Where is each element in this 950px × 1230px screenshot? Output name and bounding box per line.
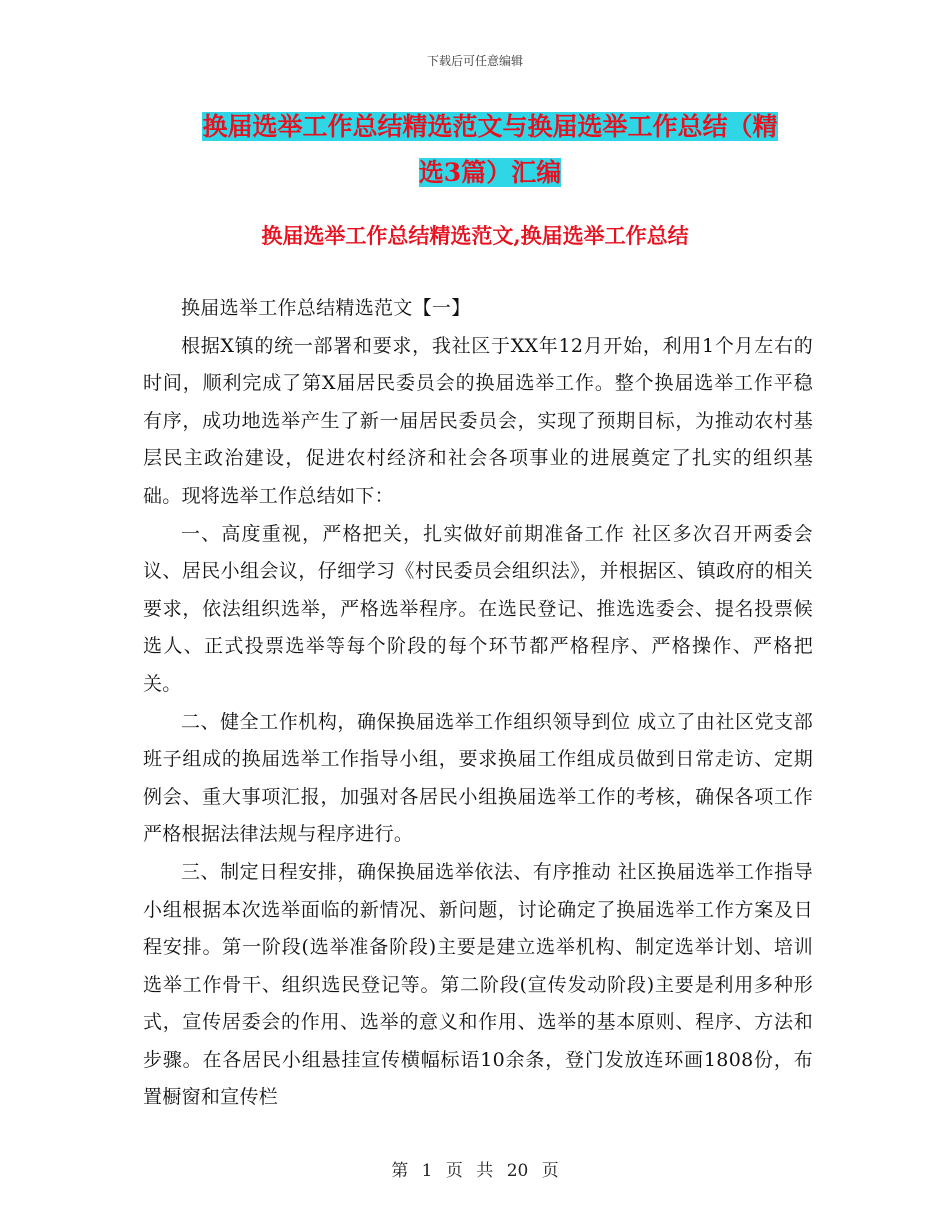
main-title-line-1: 换届选举工作总结精选范文与换届选举工作总结（精 — [202, 112, 778, 141]
paragraph-point-1: 一、高度重视，严格把关，扎实做好前期准备工作 社区多次召开两委会议、居民小组会议，仔细学习《村民委员会组织法》，并根据区、镇政府的相关要求，依法组织选举，严格选举程序。在选民登记、推选选委会、提名投票候选人、正式投票选举等每个阶段的每个环节都严格程序、严格操作、严格把关。 — [143, 522, 813, 695]
main-title — [150, 104, 830, 196]
paragraph-intro: 根据X镇的统一部署和要求，我社区于XX年12月开始，利用1个月左右的时间，顺利完成了第X届居民委员会的换届选举工作。整个换届选举工作平稳有序，成功地选举产生了新一届居民委员会，实现了预期目标，为推动农村基层民主政治建设，促进农村经济和社会各项事业的进展奠定了扎实的组织基础。现将选举工作总结如下： — [143, 334, 813, 507]
section-heading: 换届选举工作总结精选范文【一】 — [181, 297, 471, 319]
paragraph-point-2: 二、健全工作机构，确保换届选举工作组织领导到位 成立了由社区党支部班子组成的换届选举工作指导小组，要求换届工作组成员做到日常走访、定期例会、重大事项汇报，加强对各居民小组换届选举工作的考核，确保各项工作严格根据法律法规与程序进行。 — [143, 710, 813, 846]
page-footer — [0, 1156, 950, 1181]
paragraph-point-3: 三、制定日程安排，确保换届选举依法、有序推动 社区换届选举工作指导小组根据本次选举面临的新情况、新问题，讨论确定了换届选举工作方案及日程安排。第一阶段(选举准备阶段)主要是建立选举机构、制定选举计划、培训选举工作骨干、组织选民登记等。第二阶段(宣传发动阶段)主要是利用多种形式，宣传居委会的作用、选举的意义和作用、选举的基本原则、程序、方法和步骤。在各居民小组悬挂宣传横幅标语10余条，登门发放连环画1808份，布置橱窗和宣传栏 — [143, 860, 813, 1109]
footer-mid2: 共 — [476, 1161, 494, 1181]
sub-title: 换届选举工作总结精选范文,换届选举工作总结 — [261, 223, 689, 248]
footer-total-pages: 20 — [506, 1161, 529, 1181]
footer-page-number: 1 — [421, 1161, 433, 1181]
document-body — [143, 290, 813, 1117]
main-title-line-2: 选3篇）汇编 — [418, 158, 562, 187]
footer-suffix: 页 — [541, 1161, 559, 1181]
header-note: 下载后可任意编辑 — [426, 54, 523, 68]
footer-prefix: 第 — [391, 1161, 409, 1181]
footer-mid1: 页 — [445, 1161, 463, 1181]
